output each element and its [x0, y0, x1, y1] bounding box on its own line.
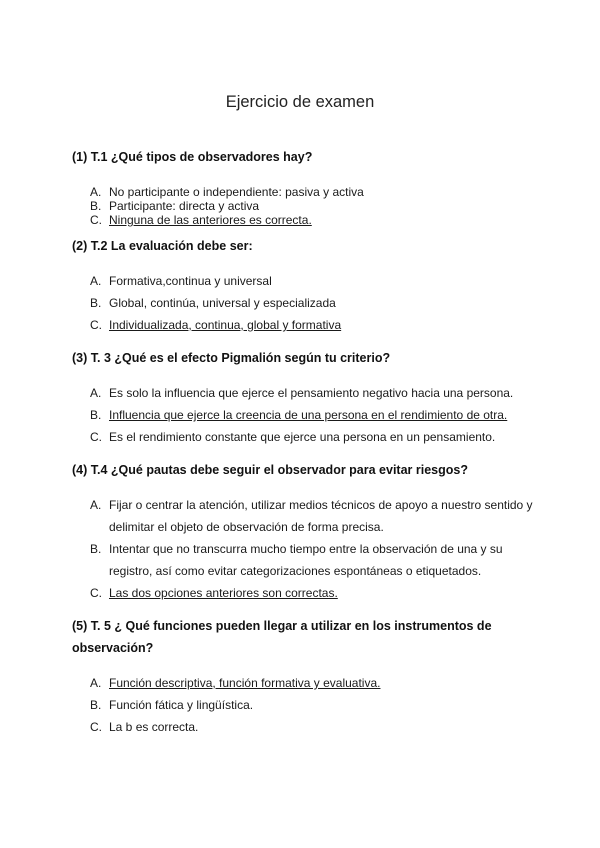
question-1-option-b	[90, 199, 540, 214]
question-2: (2) T.2 La evaluación debe ser:	[72, 239, 253, 253]
option-letter: C.	[90, 430, 102, 444]
option-text: Es solo la influencia que ejerce el pensamiento negativo hacia una persona.	[109, 386, 514, 400]
question-2-option-c	[90, 314, 540, 336]
option-letter: B.	[90, 296, 102, 310]
option-letter: A.	[90, 185, 102, 199]
option-text-correct: Ninguna de las anteriores es correcta.	[109, 213, 312, 227]
option-text-correct: Influencia que ejerce la creencia de una persona en el rendimiento de otra.	[109, 408, 508, 422]
question-1: (1) T.1 ¿Qué tipos de observadores hay?	[72, 150, 313, 164]
option-text: Formativa,continua y universal	[109, 274, 272, 288]
option-text-correct: Individualizada, continua, global y formativa	[109, 318, 342, 332]
option-text-correct: Las dos opciones anteriores son correctas.	[109, 586, 338, 600]
option-letter: C.	[90, 586, 102, 600]
option-text: Global, continúa, universal y especializada	[109, 296, 336, 310]
option-text: No participante o independiente: pasiva y activa	[109, 185, 364, 199]
option-letter: A.	[90, 498, 102, 512]
question-4-option-a	[90, 494, 540, 538]
question-5-option-b	[90, 694, 540, 716]
option-letter: B.	[90, 698, 102, 712]
option-letter: A.	[90, 274, 102, 288]
option-letter: C.	[90, 213, 102, 227]
question-1-option-c	[90, 213, 540, 228]
option-letter: C.	[90, 318, 102, 332]
option-letter: A.	[90, 676, 102, 690]
option-text: Intentar que no transcurra mucho tiempo entre la observación de una y su registro, así como evitar categorizaciones espontáneas o etiquetados.	[109, 542, 503, 578]
option-letter: B.	[90, 199, 102, 213]
question-3-option-b	[90, 404, 540, 426]
option-text: Es el rendimiento constante que ejerce una persona en un pensamiento.	[109, 430, 496, 444]
question-4-option-c	[90, 582, 540, 604]
question-4: (4) T.4 ¿Qué pautas debe seguir el observador para evitar riesgos?	[72, 463, 468, 477]
option-text: La b es correcta.	[109, 720, 199, 734]
question-1-option-a	[90, 185, 540, 200]
question-4-option-b	[90, 538, 540, 582]
option-text: Función fática y lingüística.	[109, 698, 254, 712]
question-3-option-a	[90, 382, 540, 404]
question-3-option-c	[90, 426, 540, 448]
option-letter: C.	[90, 720, 102, 734]
question-5: (5) T. 5 ¿ Qué funciones pueden llegar a utilizar en los instrumentos de observación?	[72, 619, 492, 655]
option-text: Fijar o centrar la atención, utilizar medios técnicos de apoyo a nuestro sentido y delimitar el objeto de observación de forma precisa.	[109, 498, 533, 534]
option-letter: A.	[90, 386, 102, 400]
question-3: (3) T. 3 ¿Qué es el efecto Pigmalión según tu criterio?	[72, 351, 391, 365]
question-2-option-b	[90, 292, 540, 314]
page-title: Ejercicio de examen	[225, 93, 375, 111]
option-text: Participante: directa y activa	[109, 199, 260, 213]
option-text-correct: Función descriptiva, función formativa y evaluativa.	[109, 676, 381, 690]
question-2-option-a	[90, 270, 540, 292]
option-letter: B.	[90, 408, 102, 422]
option-letter: B.	[90, 542, 102, 556]
question-5-option-c	[90, 716, 540, 738]
question-5-option-a	[90, 672, 540, 694]
